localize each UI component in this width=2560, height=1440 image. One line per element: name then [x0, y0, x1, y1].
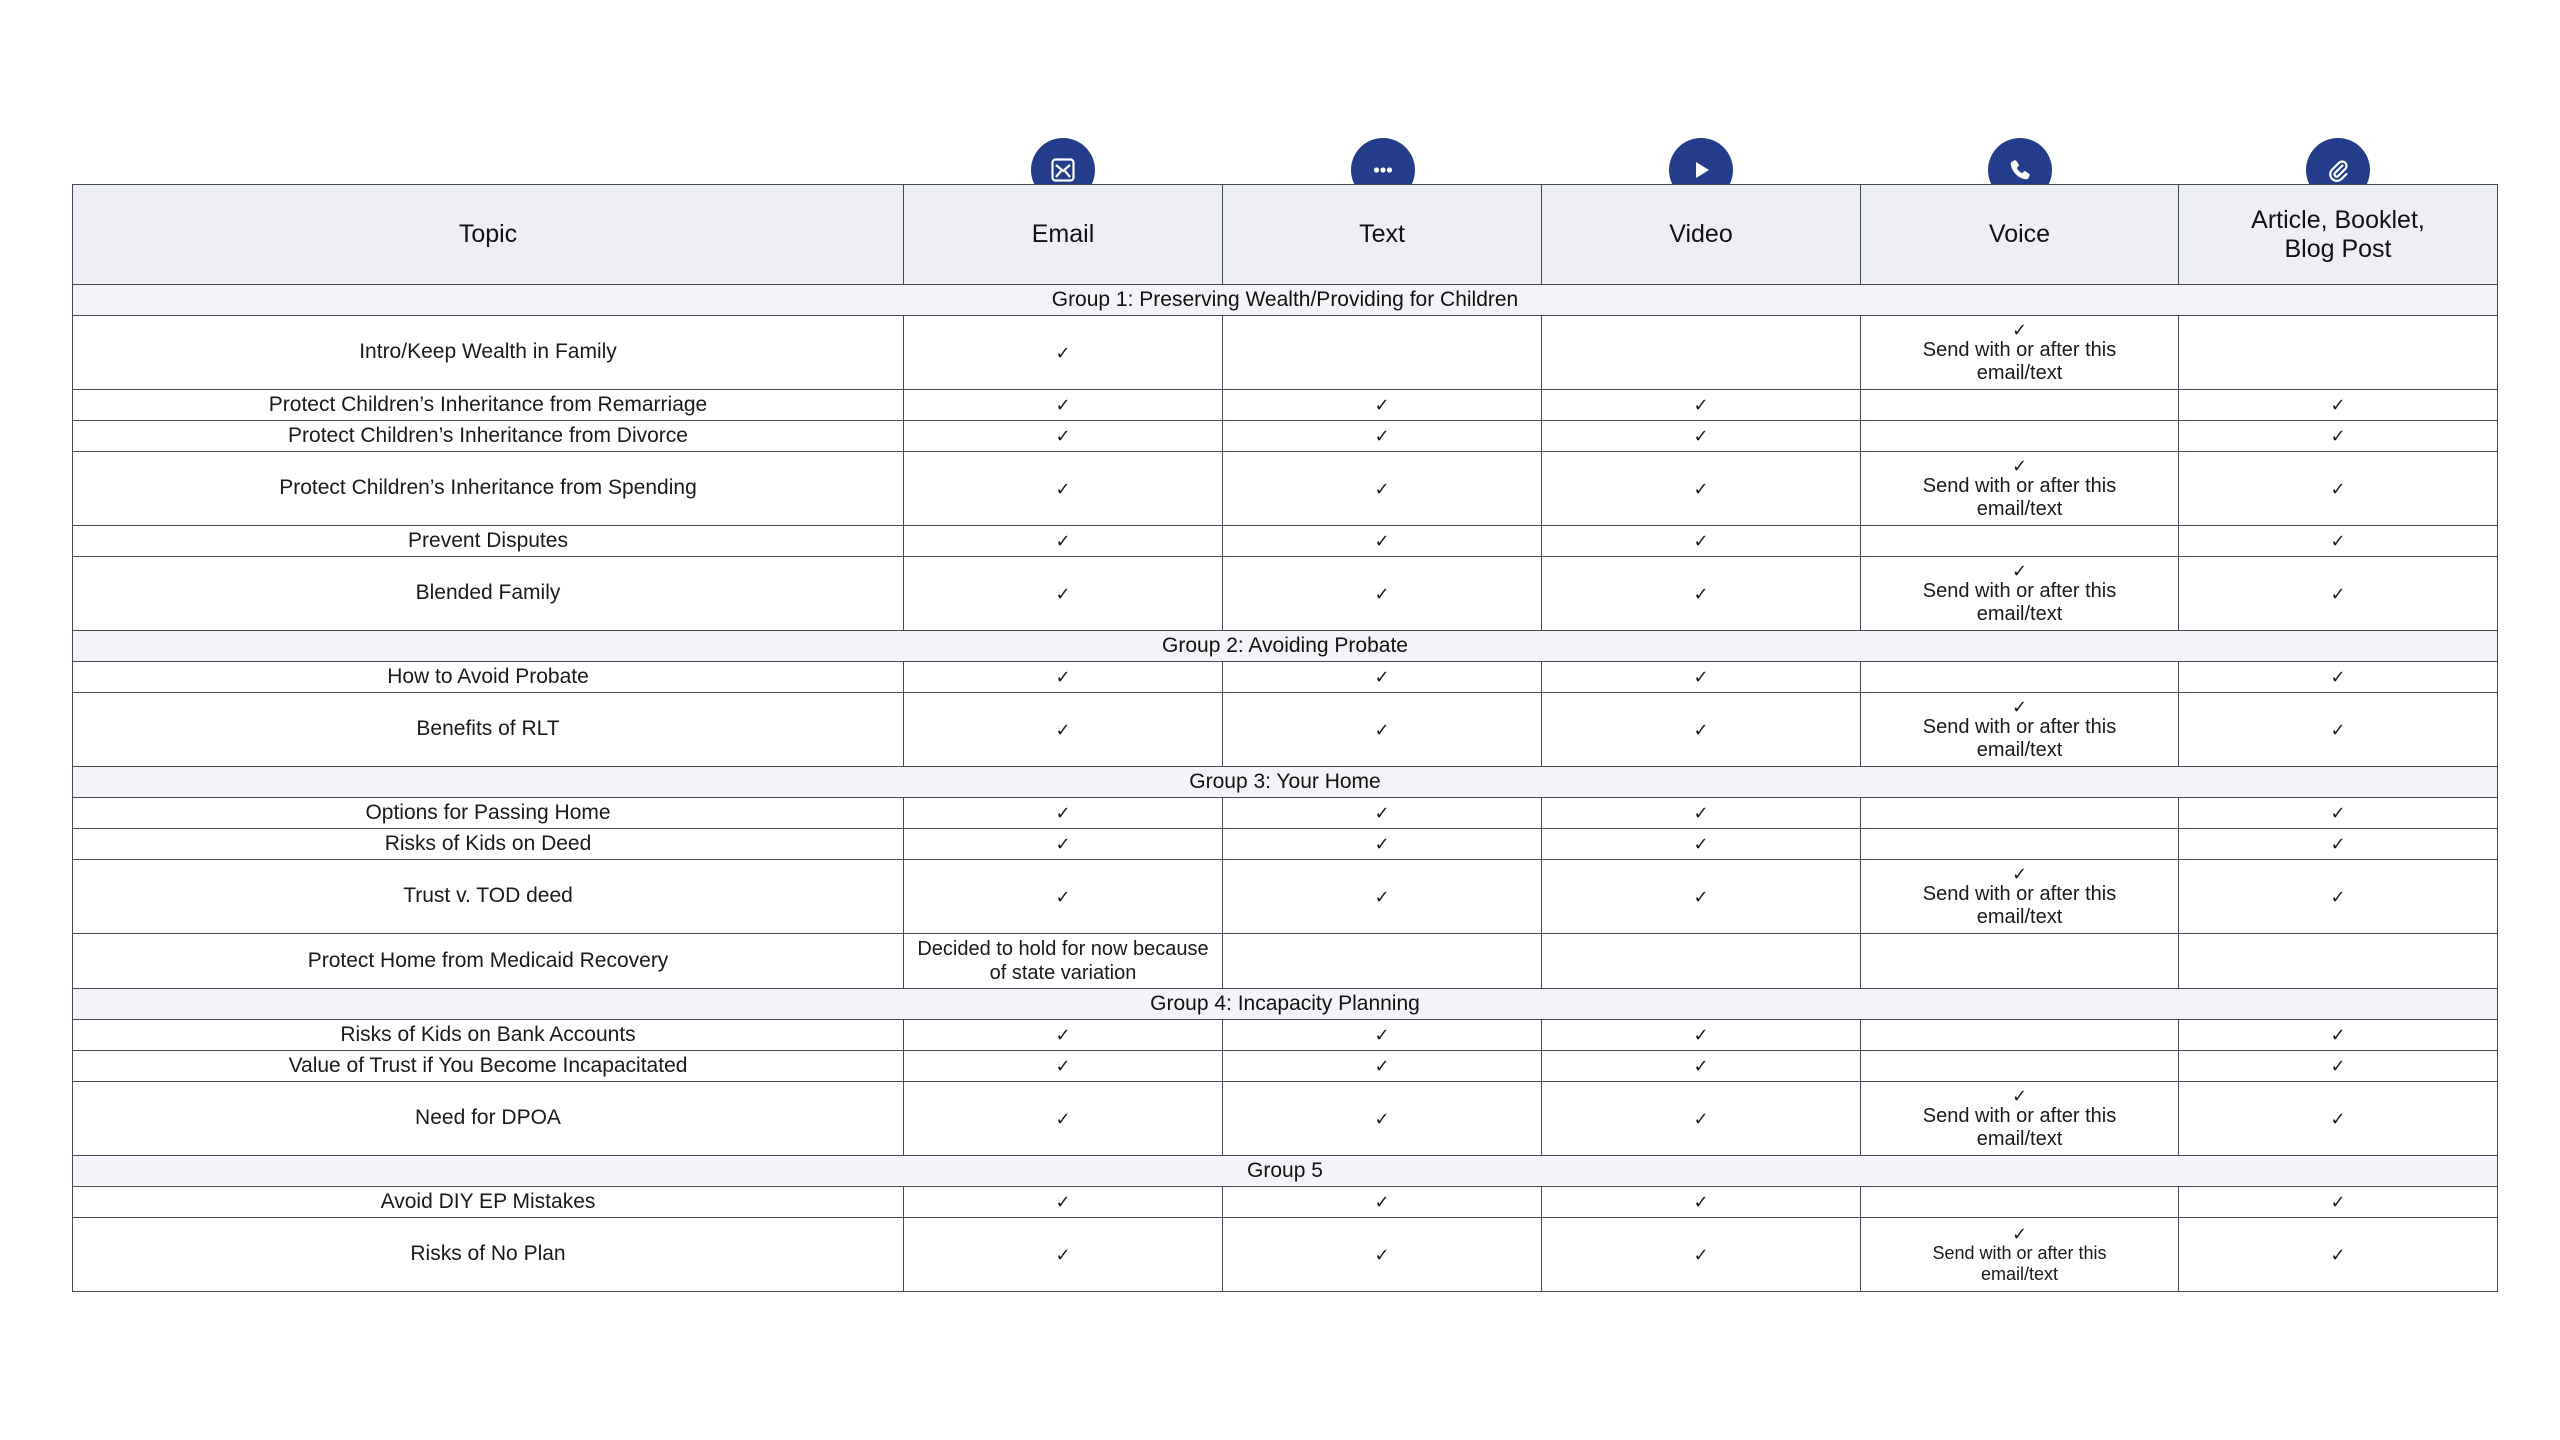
topic-cell: Benefits of RLT — [73, 693, 904, 767]
email-cell — [904, 934, 1223, 989]
topic-cell: Protect Children’s Inheritance from Divorce — [73, 421, 904, 452]
checkmark: ✓ — [2330, 1108, 2346, 1129]
email-cell — [904, 1187, 1223, 1218]
text-cell — [1223, 662, 1542, 693]
voice-cell — [1861, 860, 2179, 934]
checkmark: ✓ — [1055, 1056, 1071, 1076]
video-cell — [1542, 934, 1861, 989]
email-cell — [904, 693, 1223, 767]
column-header-email: Email — [904, 185, 1223, 285]
article-cell — [2179, 390, 2498, 421]
checkmark: ✓ — [2011, 1085, 2028, 1106]
checkmark: ✓ — [2330, 426, 2346, 446]
table-row — [73, 1218, 2498, 1292]
text-cell — [1223, 1187, 1542, 1218]
email-cell — [904, 1051, 1223, 1082]
checkmark: ✓ — [1055, 886, 1071, 907]
checkmark: ✓ — [1693, 531, 1709, 551]
text-cell — [1223, 1218, 1542, 1292]
text-cell — [1223, 829, 1542, 860]
article-cell — [2179, 1051, 2498, 1082]
column-header-article: Article, Booklet, Blog Post — [2179, 185, 2498, 285]
column-header-video: Video — [1542, 185, 1861, 285]
table-row — [73, 1020, 2498, 1051]
checkmark: ✓ — [1693, 719, 1709, 740]
voice-cell — [1861, 1082, 2179, 1156]
video-cell — [1542, 526, 1861, 557]
group-title: Group 5 — [73, 1156, 2498, 1187]
checkmark: ✓ — [1055, 531, 1071, 551]
email-cell — [904, 1020, 1223, 1051]
checkmark: ✓ — [1693, 395, 1709, 415]
text-cell — [1223, 316, 1542, 390]
group-row — [73, 767, 2498, 798]
article-cell — [2179, 452, 2498, 526]
topic-cell: Risks of Kids on Deed — [73, 829, 904, 860]
checkmark: ✓ — [2330, 803, 2346, 823]
voice-cell — [1861, 421, 2179, 452]
text-cell — [1223, 693, 1542, 767]
checkmark: ✓ — [1693, 478, 1709, 499]
video-cell — [1542, 452, 1861, 526]
topic-cell: Trust v. TOD deed — [73, 860, 904, 934]
voice-note: Send with or after this email/text — [1922, 882, 2117, 928]
email-cell — [904, 1218, 1223, 1292]
voice-cell — [1861, 662, 2179, 693]
video-cell — [1542, 557, 1861, 631]
group-title: Group 2: Avoiding Probate — [73, 631, 2498, 662]
checkmark: ✓ — [1374, 1244, 1390, 1265]
article-cell — [2179, 557, 2498, 631]
text-cell — [1223, 860, 1542, 934]
checkmark: ✓ — [1055, 395, 1071, 415]
article-cell — [2179, 316, 2498, 390]
checkmark: ✓ — [2330, 719, 2346, 740]
checkmark: ✓ — [2330, 395, 2346, 415]
voice-note: Send with or after this email/text — [1922, 579, 2117, 625]
checkmark: ✓ — [2330, 834, 2346, 854]
matrix-body — [73, 285, 2498, 1292]
column-header-text: Text — [1223, 185, 1542, 285]
checkmark: ✓ — [1693, 667, 1709, 687]
checkmark: ✓ — [1693, 1192, 1709, 1212]
video-cell — [1542, 1082, 1861, 1156]
topic-cell: Protect Children’s Inheritance from Remarriage — [73, 390, 904, 421]
email-cell — [904, 452, 1223, 526]
email-cell — [904, 860, 1223, 934]
content-channel-matrix — [72, 184, 2498, 1292]
hold-note: Decided to hold for now because of state variation — [917, 938, 1209, 984]
video-cell — [1542, 662, 1861, 693]
video-cell — [1542, 1051, 1861, 1082]
voice-note: Send with or after this email/text — [1922, 715, 2117, 761]
email-cell — [904, 390, 1223, 421]
voice-cell — [1861, 1051, 2179, 1082]
checkmark: ✓ — [1055, 426, 1071, 446]
video-cell — [1542, 316, 1861, 390]
text-cell — [1223, 526, 1542, 557]
checkmark: ✓ — [1374, 426, 1390, 446]
text-cell — [1223, 1082, 1542, 1156]
checkmark: ✓ — [2011, 696, 2028, 717]
video-cell — [1542, 860, 1861, 934]
voice-note: Send with or after this email/text — [1922, 1104, 2117, 1150]
column-header-topic: Topic — [73, 185, 904, 285]
voice-cell — [1861, 934, 2179, 989]
checkmark: ✓ — [2330, 583, 2346, 604]
checkmark: ✓ — [2330, 1192, 2346, 1212]
checkmark: ✓ — [1374, 803, 1390, 823]
table-row — [73, 390, 2498, 421]
checkmark: ✓ — [1055, 803, 1071, 823]
checkmark: ✓ — [1693, 1244, 1709, 1265]
video-cell — [1542, 829, 1861, 860]
table-row — [73, 934, 2498, 989]
checkmark: ✓ — [1374, 1025, 1390, 1045]
group-row — [73, 631, 2498, 662]
article-cell — [2179, 693, 2498, 767]
text-cell — [1223, 557, 1542, 631]
checkmark: ✓ — [1055, 583, 1071, 604]
checkmark: ✓ — [1055, 1192, 1071, 1212]
checkmark: ✓ — [1693, 834, 1709, 854]
checkmark: ✓ — [2330, 531, 2346, 551]
checkmark: ✓ — [1374, 583, 1390, 604]
topic-cell: Prevent Disputes — [73, 526, 904, 557]
checkmark: ✓ — [2330, 1025, 2346, 1045]
table-row — [73, 557, 2498, 631]
checkmark: ✓ — [2011, 455, 2028, 476]
topic-cell: Avoid DIY EP Mistakes — [73, 1187, 904, 1218]
topic-cell: Risks of Kids on Bank Accounts — [73, 1020, 904, 1051]
checkmark: ✓ — [1055, 1025, 1071, 1045]
checkmark: ✓ — [1374, 478, 1390, 499]
text-cell — [1223, 934, 1542, 989]
checkmark: ✓ — [1374, 886, 1390, 907]
article-cell — [2179, 1187, 2498, 1218]
article-cell — [2179, 1082, 2498, 1156]
voice-cell — [1861, 798, 2179, 829]
video-cell — [1542, 421, 1861, 452]
table-row — [73, 662, 2498, 693]
checkmark: ✓ — [1055, 342, 1071, 363]
topic-cell: Risks of No Plan — [73, 1218, 904, 1292]
checkmark: ✓ — [2011, 560, 2028, 581]
article-cell — [2179, 934, 2498, 989]
video-cell — [1542, 1187, 1861, 1218]
article-cell — [2179, 662, 2498, 693]
group-row — [73, 1156, 2498, 1187]
table-row — [73, 1082, 2498, 1156]
checkmark: ✓ — [1374, 395, 1390, 415]
article-cell — [2179, 860, 2498, 934]
email-cell — [904, 557, 1223, 631]
checkmark: ✓ — [2330, 1244, 2346, 1265]
video-cell — [1542, 798, 1861, 829]
table-row — [73, 829, 2498, 860]
table-row — [73, 860, 2498, 934]
voice-cell — [1861, 1218, 2179, 1292]
voice-note: Send with or after this email/text — [1922, 474, 2117, 520]
checkmark: ✓ — [2330, 886, 2346, 907]
checkmark: ✓ — [1693, 583, 1709, 604]
checkmark: ✓ — [1693, 886, 1709, 907]
article-cell — [2179, 421, 2498, 452]
voice-cell — [1861, 557, 2179, 631]
checkmark: ✓ — [1055, 1244, 1071, 1265]
checkmark: ✓ — [2330, 478, 2346, 499]
table-row — [73, 452, 2498, 526]
checkmark: ✓ — [1055, 719, 1071, 740]
topic-cell: Value of Trust if You Become Incapacitated — [73, 1051, 904, 1082]
article-cell — [2179, 798, 2498, 829]
voice-note: Send with or after this email/text — [1922, 338, 2117, 384]
checkmark: ✓ — [1374, 667, 1390, 687]
checkmark: ✓ — [1055, 478, 1071, 499]
topic-cell: Intro/Keep Wealth in Family — [73, 316, 904, 390]
voice-cell — [1861, 1020, 2179, 1051]
text-cell — [1223, 1020, 1542, 1051]
voice-cell — [1861, 693, 2179, 767]
video-cell — [1542, 693, 1861, 767]
column-header-voice: Voice — [1861, 185, 2179, 285]
email-cell — [904, 829, 1223, 860]
checkmark: ✓ — [1693, 803, 1709, 823]
checkmark: ✓ — [2330, 667, 2346, 687]
checkmark: ✓ — [2011, 1223, 2028, 1244]
email-cell — [904, 798, 1223, 829]
table-row — [73, 421, 2498, 452]
checkmark: ✓ — [1055, 834, 1071, 854]
topic-cell: Protect Home from Medicaid Recovery — [73, 934, 904, 989]
checkmark: ✓ — [2011, 319, 2028, 340]
checkmark: ✓ — [1055, 1108, 1071, 1129]
checkmark: ✓ — [1374, 1192, 1390, 1212]
email-cell — [904, 662, 1223, 693]
checkmark: ✓ — [1693, 1056, 1709, 1076]
checkmark: ✓ — [2330, 1056, 2346, 1076]
table-row — [73, 316, 2498, 390]
table-row — [73, 1051, 2498, 1082]
checkmark: ✓ — [1374, 1056, 1390, 1076]
video-cell — [1542, 1218, 1861, 1292]
checkmark: ✓ — [1374, 1108, 1390, 1129]
topic-cell: How to Avoid Probate — [73, 662, 904, 693]
email-cell — [904, 526, 1223, 557]
checkmark: ✓ — [1374, 834, 1390, 854]
topic-cell: Need for DPOA — [73, 1082, 904, 1156]
table-row — [73, 798, 2498, 829]
text-cell — [1223, 1051, 1542, 1082]
checkmark: ✓ — [1693, 1108, 1709, 1129]
email-cell — [904, 316, 1223, 390]
voice-cell — [1861, 316, 2179, 390]
group-row — [73, 989, 2498, 1020]
voice-cell — [1861, 1187, 2179, 1218]
group-row — [73, 285, 2498, 316]
topic-cell: Protect Children’s Inheritance from Spending — [73, 452, 904, 526]
group-title: Group 1: Preserving Wealth/Providing for Children — [73, 285, 2498, 316]
table-row — [73, 526, 2498, 557]
text-cell — [1223, 421, 1542, 452]
header-row — [73, 185, 2498, 285]
video-cell — [1542, 390, 1861, 421]
article-cell — [2179, 829, 2498, 860]
group-title: Group 4: Incapacity Planning — [73, 989, 2498, 1020]
email-cell — [904, 1082, 1223, 1156]
voice-cell — [1861, 526, 2179, 557]
text-cell — [1223, 390, 1542, 421]
video-cell — [1542, 1020, 1861, 1051]
voice-cell — [1861, 829, 2179, 860]
text-cell — [1223, 452, 1542, 526]
checkmark: ✓ — [1693, 426, 1709, 446]
article-cell — [2179, 1218, 2498, 1292]
checkmark: ✓ — [2011, 863, 2028, 884]
topic-cell: Blended Family — [73, 557, 904, 631]
checkmark: ✓ — [1374, 531, 1390, 551]
checkmark: ✓ — [1055, 667, 1071, 687]
email-cell — [904, 421, 1223, 452]
voice-note: Send with or after this email/text — [1932, 1242, 2107, 1284]
checkmark: ✓ — [1374, 719, 1390, 740]
table-row — [73, 1187, 2498, 1218]
text-cell — [1223, 798, 1542, 829]
group-title: Group 3: Your Home — [73, 767, 2498, 798]
voice-cell — [1861, 452, 2179, 526]
voice-cell — [1861, 390, 2179, 421]
article-cell — [2179, 1020, 2498, 1051]
article-cell — [2179, 526, 2498, 557]
table-row — [73, 693, 2498, 767]
checkmark: ✓ — [1693, 1025, 1709, 1045]
topic-cell: Options for Passing Home — [73, 798, 904, 829]
